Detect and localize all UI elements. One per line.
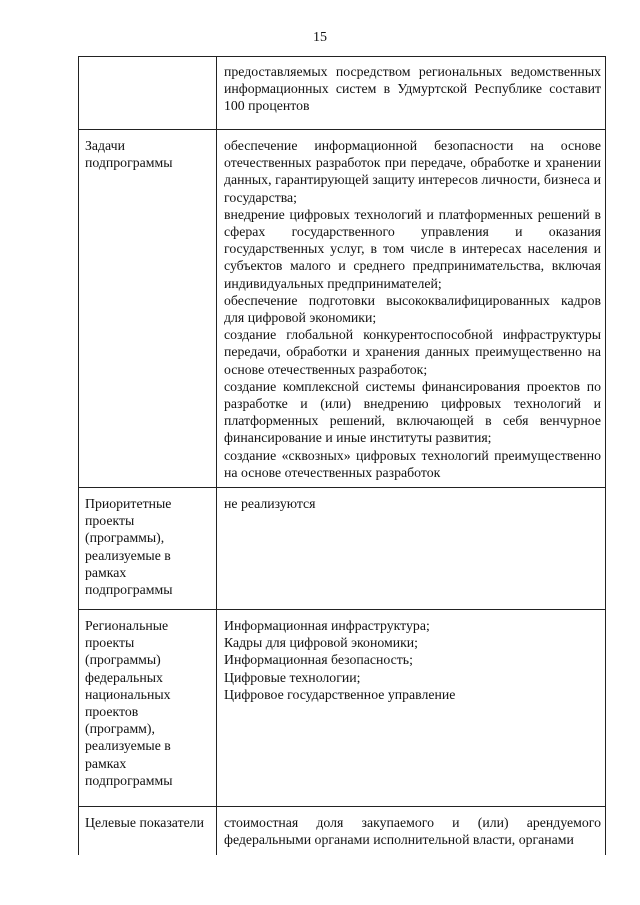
page-number: 15 [313, 30, 327, 45]
regional-project-item: Цифровое государственное управление [224, 686, 456, 702]
regional-project-item: Информационная безопасность; [224, 652, 413, 668]
regional-project-item: Кадры для цифровой экономики; [224, 635, 419, 651]
task-item: обеспечение подготовки высококвалифицированных кадров для цифровой экономики; [224, 292, 601, 326]
table-row-priority-projects [79, 488, 606, 610]
row-content-regional-projects [217, 610, 606, 807]
task-item: обеспечение информационной безопасности на основе отечественных разработок при передаче, обработке и хранении данных, гарантирующей защиту интересов личности, бизнеса и государства; [224, 138, 601, 205]
row-label-tasks: Задачи подпрограммы [79, 130, 217, 488]
row-content-priority-projects [217, 488, 606, 610]
task-item: создание комплексной системы финансирования проектов по разработке и (или) внедрению цифровых технологий и платформенных решений, включающей в себя венчурное финансирование и иные институты развития; [224, 378, 601, 446]
table-row-regional-projects [79, 610, 606, 807]
row-label-empty [79, 57, 217, 130]
row-label-regional-projects: Региональные проекты (программы) федеральных национальных проектов (программ), реализуемые в рамках подпрограммы [79, 610, 217, 807]
row-label-target-indicators: Целевые показатели [79, 807, 217, 856]
priority-projects-value: не реализуются [224, 496, 316, 512]
row-content-tasks [217, 130, 606, 488]
regional-project-item: Цифровые технологии; [224, 669, 361, 685]
table-row-tasks [79, 130, 606, 488]
table-row-target-indicators [79, 807, 606, 856]
task-item: создание «сквозных» цифровых технологий преимущественно на основе отечественных разработок [224, 447, 601, 480]
table-row [79, 57, 606, 130]
task-item: создание глобальной конкурентоспособной инфраструктуры передачи, обработки и хранения данных преимущественно на основе отечественных разработок; [224, 327, 601, 377]
row-content-target-indicators [217, 807, 606, 856]
target-indicator-item: стоимостная доля закупаемого и (или) арендуемого федеральными органами исполнительной власти, органами [224, 815, 601, 848]
task-item: внедрение цифровых технологий и платформенных решений в сферах государственного управления и оказания государственных услуг, в том числе в интересах населения и субъектов малого и среднего предпринимательства, включая индивидуальных предпринимателей; [224, 206, 601, 291]
regional-project-item: Информационная инфраструктура; [224, 618, 430, 634]
continued-text: предоставляемых посредством региональных ведомственных информационных систем в Удмуртской Республике составит 100 процентов [224, 64, 601, 114]
row-label-priority-projects: Приоритетные проекты (программы), реализуемые в рамках подпрограммы [79, 488, 217, 610]
row-content-continued [217, 57, 606, 130]
subprogram-passport-table [78, 56, 606, 855]
